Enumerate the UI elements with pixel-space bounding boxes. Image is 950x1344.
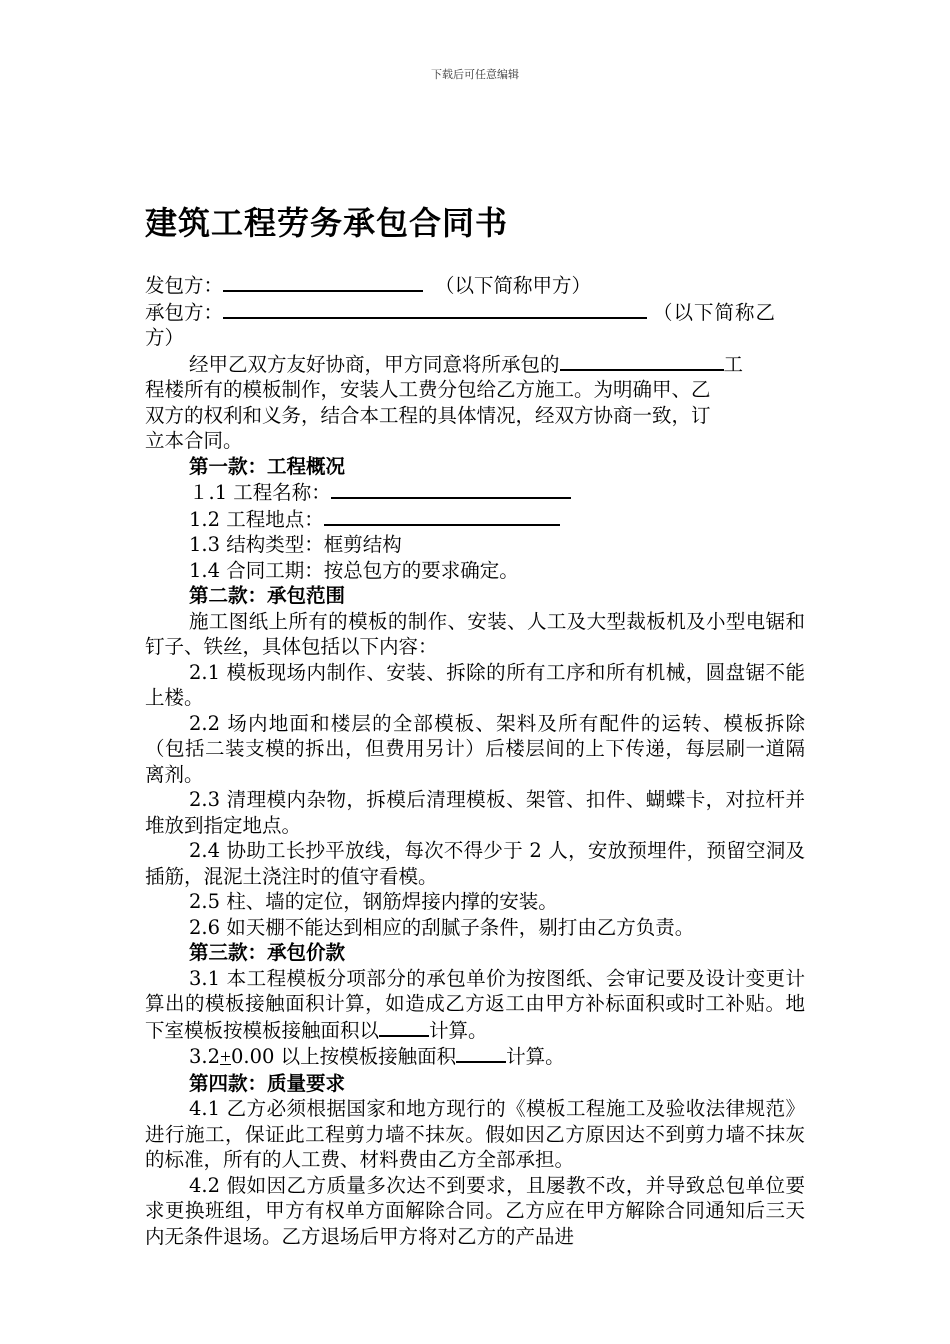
contract-body	[145, 272, 805, 1249]
section1-heading: 第一款：工程概况	[189, 454, 346, 478]
section3-heading: 第三款：承包价款	[189, 941, 346, 964]
intro-part2: 工	[723, 352, 744, 376]
party-a-suffix: （以下简称甲方）	[435, 274, 592, 297]
project-location-label: 1.2 工程地点：	[189, 507, 324, 531]
project-blank[interactable]	[560, 351, 724, 371]
section2-item4: 2.4 协助工长抄平放线，每次不得少于 2 人，安放预埋件，预留空洞及插筋，混泥土浇注时的值守看模。	[145, 839, 805, 888]
section3-item2	[145, 1043, 805, 1071]
party-b-label: 承包方：	[145, 300, 224, 324]
section3-item1	[145, 966, 805, 1044]
document-title: 建筑工程劳务承包合同书	[145, 204, 509, 242]
section1-item2	[145, 506, 805, 533]
intro-line2: 程楼所有的模板制作，安装人工费分包给乙方施工。为明确甲、乙	[145, 378, 711, 401]
section4-heading: 第四款：质量要求	[189, 1071, 346, 1095]
party-b-blank[interactable]	[223, 299, 647, 319]
section1-item1	[145, 479, 805, 506]
section3-item2-num: 3.2	[189, 1045, 221, 1068]
section4-item1: 4.1 乙方必须根据国家和地方现行的《模板工程施工及验收法律规范》进行施工，保证此工程剪力墙不抹灰。假如因乙方原因达不到剪力墙不抹灰的标准，所有的人工费、材料费由乙方全部承担。	[145, 1097, 805, 1171]
above-ground-area-blank[interactable]	[456, 1043, 506, 1063]
section2-item2: 2.2 场内地面和楼层的全部模板、架料及所有配件的运转、模板拆除（包括二装支模的拆出，但费用另计）后楼层间的上下传递，每层刷一道隔离剂。	[145, 711, 805, 786]
intro-paragraph	[145, 351, 805, 454]
section2-item1: 2.1 模板现场内制作、安装、拆除的所有工序和所有机械，圆盘锯不能上楼。	[145, 660, 805, 709]
intro-line4: 立本合同。	[145, 429, 243, 452]
section3-item1-text: 3.1 本工程模板分项部分的承包单价为按图纸、会审记要及设计变更计算出的模板接触面积计算，如造成乙方返工由甲方补标面积或时工补贴。地下室模板按模板接触面积以	[145, 966, 805, 1042]
section2-item5: 2.5 柱、墙的定位，钢筋焊接内撑的安装。	[189, 890, 558, 913]
party-a-label: 发包方：	[145, 274, 224, 297]
basement-area-blank[interactable]	[379, 1017, 429, 1037]
section1-item4: 1.4 合同工期：按总包方的要求确定。	[189, 558, 519, 582]
project-name-blank[interactable]	[331, 479, 571, 499]
section2-heading: 第二款：承包范围	[189, 584, 346, 607]
section2-intro: 施工图纸上所有的模板的制作、安装、人工及大型裁板机及小型电锯和钉子、铁丝，具体包括以下内容：	[145, 609, 805, 658]
party-a-line	[145, 272, 805, 299]
section3-item1-end: 计算。	[429, 1018, 488, 1042]
party-b-suffix-wrap: 方）	[145, 326, 185, 349]
intro-part1: 经甲乙双方友好协商，甲方同意将所承包的	[189, 352, 560, 376]
project-location-blank[interactable]	[324, 506, 560, 526]
section3-item2-end: 计算。	[506, 1045, 565, 1068]
intro-line3: 双方的权利和义务，结合本工程的具体情况，经双方协商一致，订	[145, 403, 711, 427]
party-b-line	[145, 299, 805, 351]
section3-item2-text: 0.00 以上按模板接触面积	[231, 1045, 457, 1068]
section1-item3: 1.3 结构类型：框剪结构	[189, 533, 402, 556]
party-a-blank[interactable]	[223, 272, 423, 292]
project-name-label: １.1 工程名称：	[189, 481, 331, 504]
header-note: 下载后可任意编辑	[431, 68, 519, 81]
section4-item2: 4.2 假如因乙方质量多次达不到要求，且屡教不改，并导致总包单位要求更换班组，甲方有权单方面解除合同。乙方应在甲方解除合同通知后三天内无条件退场。乙方退场后甲方将对乙方的产品进	[145, 1173, 805, 1248]
party-b-suffix: （以下简称乙	[653, 300, 777, 324]
plus-minus-sign: +	[220, 1047, 232, 1068]
section2-item6: 2.6 如天棚不能达到相应的刮腻子条件，剔打由乙方负责。	[189, 915, 695, 939]
section2-item3: 2.3 清理模内杂物，拆模后清理模板、架管、扣件、蝴蝶卡，对拉杆并堆放到指定地点。	[145, 788, 805, 837]
